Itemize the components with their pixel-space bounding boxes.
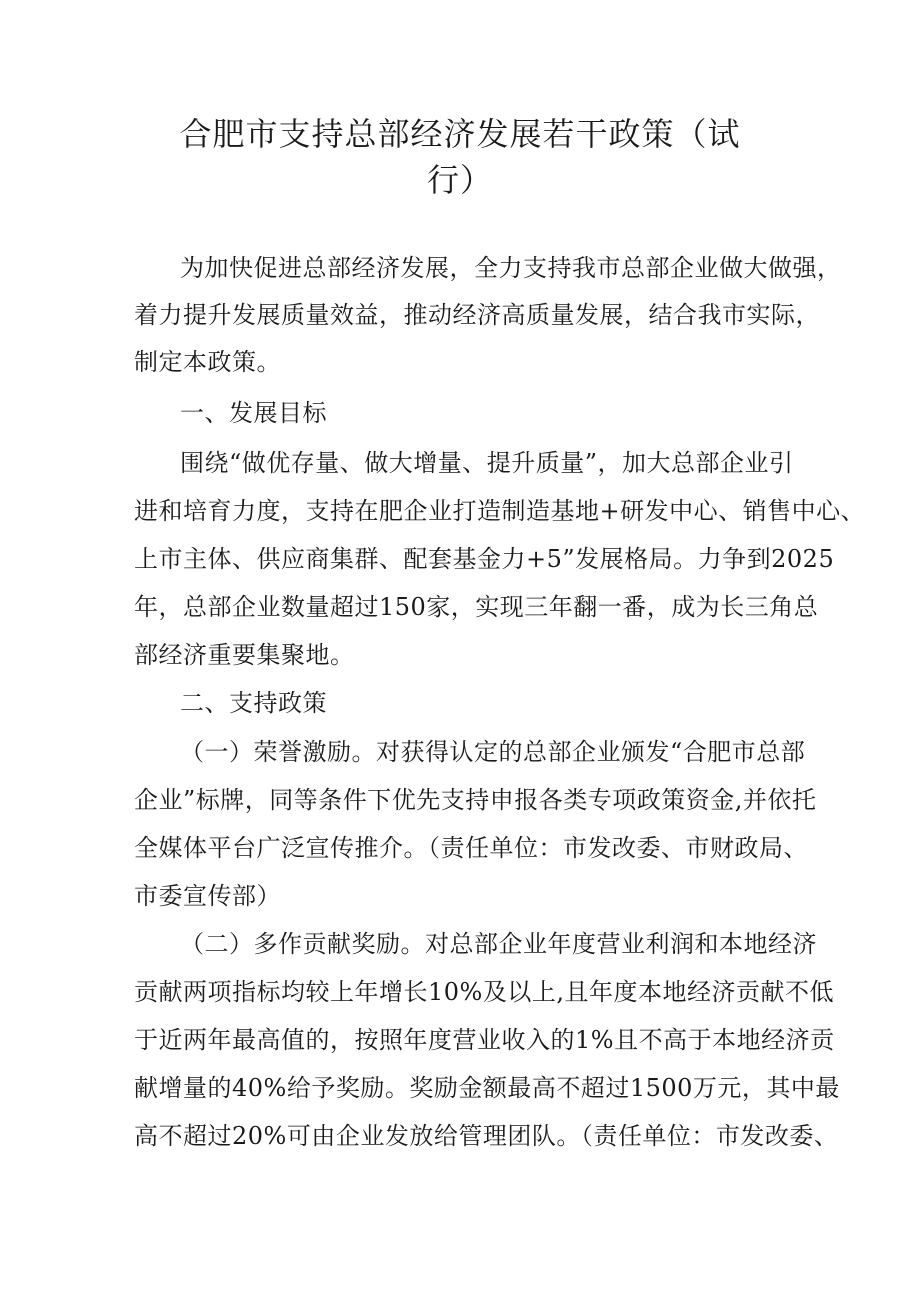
policy-2-line-3: 于近两年最高值的，按照年度营业收入的1%且不高于本地经济贡 [134, 1026, 835, 1054]
policy-2-line-5: 高不超过20%可由企业发放给管理团队。（责任单位：市发改委、 [134, 1122, 839, 1150]
policy-1-line-2: 企业”标牌，同等条件下优先支持申报各类专项政策资金,并依托 [134, 786, 817, 814]
policy-1-line-4: 市委宣传部） [134, 882, 281, 910]
document-title-line-1: 合肥市支持总部经济发展若干政策（试 [179, 115, 741, 153]
goals-paragraph-line-2: 进和培育力度，支持在肥企业打造制造基地+研发中心、销售中心、 [134, 497, 866, 525]
policy-2-line-4: 献增量的40%给予奖励。奖励金额最高不超过1500万元，其中最 [134, 1074, 840, 1102]
intro-paragraph-line-1: 为加快促进总部经济发展，全力支持我市总部企业做大做强， [180, 254, 842, 282]
policy-1-line-3: 全媒体平台广泛宣传推介。（责任单位：市发改委、市财政局、 [134, 834, 808, 862]
section-heading-goals: 一、发展目标 [180, 399, 327, 427]
goals-paragraph-line-3: 上市主体、供应商集群、配套基金力+5”发展格局。力争到2025 [134, 545, 835, 573]
policy-2-line-1: （二）多作贡献奖励。对总部企业年度营业利润和本地经济 [180, 930, 817, 958]
section-heading-policies: 二、支持政策 [180, 689, 327, 717]
intro-paragraph-line-3: 制定本政策。 [134, 348, 281, 376]
goals-paragraph-line-1: 围绕“做优存量、做大增量、提升质量”，加大总部企业引 [180, 449, 794, 477]
goals-paragraph-line-5: 部经济重要集聚地。 [134, 641, 355, 669]
goals-paragraph-line-4: 年，总部企业数量超过150家，实现三年翻一番，成为长三角总 [134, 593, 819, 621]
policy-1-line-1: （一）荣誉激励。对获得认定的总部企业颁发“合肥市总部 [180, 738, 806, 766]
intro-paragraph-line-2: 着力提升发展质量效益，推动经济高质量发展，结合我市实际， [134, 301, 820, 329]
document-title-line-2: 行） [426, 161, 493, 199]
policy-2-line-2: 贡献两项指标均较上年增长10%及以上,且年度本地经济贡献不低 [134, 978, 834, 1006]
